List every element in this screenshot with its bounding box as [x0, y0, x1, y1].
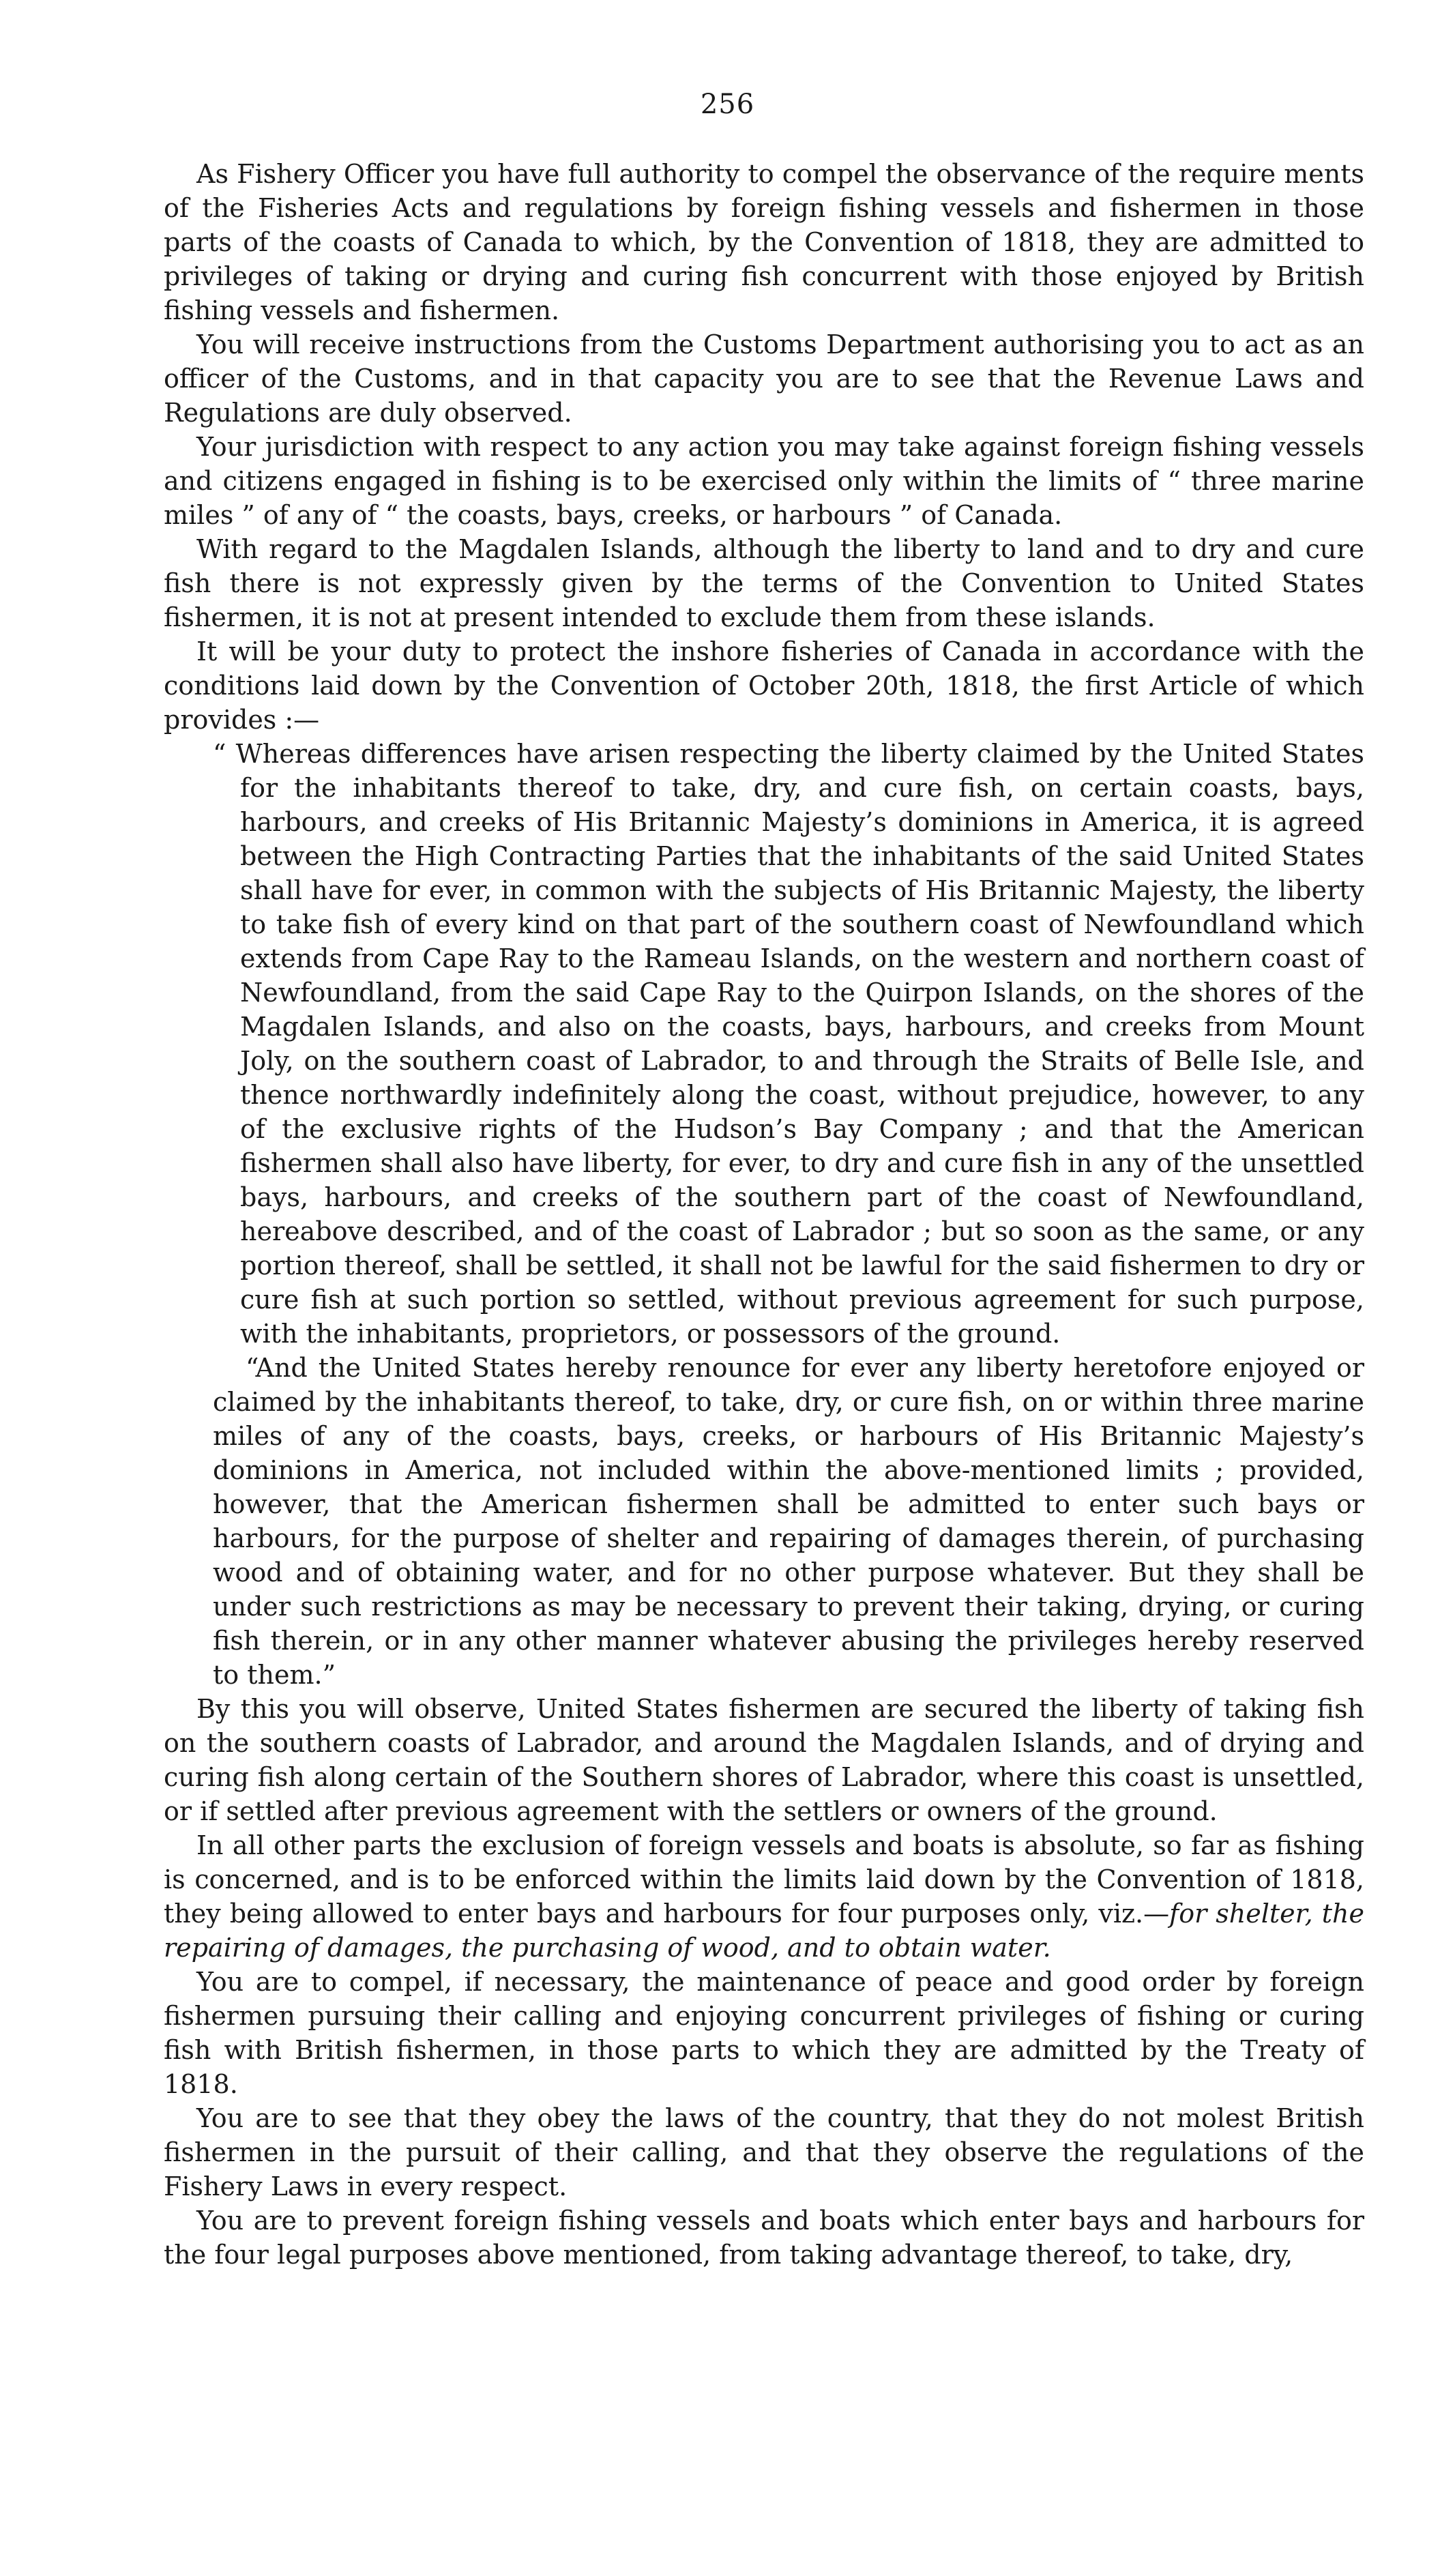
exclusion-text: In all other parts the exclusion of foreign vessels and boats is absolute, so far as fishing is concerned, and is to be enforced within the limits laid down by the Convention of 1818, they being allowed to enter bays and harbours for four purposes only, viz.— — [164, 1830, 1364, 1929]
paragraph-exclusion — [164, 1828, 1364, 1965]
page-number: 256 — [700, 89, 755, 120]
paragraph-jurisdiction: Your jurisdiction with respect to any action you may take against foreign fishing vessels and citizens engaged in fishing is to be exercised only within the limits of “ three marine miles ” of any of “ the coasts, bays, creeks, or harbours ” of Canada. — [164, 432, 1364, 530]
paragraph-authority: As Fishery Officer you have full authority to compel the observance of the require ments of the Fisheries Acts and regulations by foreign fishing vessels and fishermen in those parts of the coasts of Canada to which, by the Convention of 1818, they are admitted to privileges of taking or drying and curing fish concurrent with those enjoyed by British fishing vessels and fishermen. — [164, 159, 1364, 325]
paragraph-convention-duty: It will be your duty to protect the inshore fisheries of Canada in accordance with the conditions laid down by the Convention of October 20th, 1818, the first Article of which provides :— — [164, 636, 1364, 735]
paragraph-customs: You will receive instructions from the Customs Department authorising you to act as an officer of the Customs, and in that capacity you are to see that the Revenue Laws and Regulations are duly observed. — [164, 330, 1364, 428]
four-purposes-italic: for shelter, the repairing of damages, the purchasing of wood, and to obtain water. — [164, 1899, 1364, 1963]
quoted-article-first-part: “ Whereas differences have arisen respecting the liberty claimed by the United States for the inhabitants thereof to take, dry, and cure fish, on certain coasts, bays, harbours, and creeks of His Britannic Majesty’s dominions in America, it is agreed between the High Contracting Parties that the inhabitants of the said United States shall have for ever, in common with the subjects of His Britannic Majesty, the liberty to take fish of every kind on that part of the southern coast of Newfoundland which extends from Cape Ray to the Rameau Islands, on the western and northern coast of Newfoundland, from the said Cape Ray to the Quirpon Islands, on the shores of the Magdalen Islands, and also on the coasts, bays, harbours, and creeks from Mount Joly, on the southern coast of Labrador, to and through the Straits of Belle Isle, and thence northwardly indefinitely along the coast, without prejudice, however, to any of the exclusive rights of the Hudson’s Bay Company ; and that the American fishermen shall also have liberty, for ever, to dry and cure fish in any of the unsettled bays, harbours, and creeks of the southern part of the coast of Newfoundland, hereabove described, and of the coast of Labrador ; but so soon as the same, or any portion thereof, shall be settled, it shall not be lawful for the said fishermen to dry or cure fish at such portion so settled, without previous agreement for such purpose, with the inhabitants, proprietors, or possessors of the ground. — [213, 739, 1364, 1349]
paragraph-magdalen-islands: With regard to the Magdalen Islands, although the liberty to land and to dry and cure fish there is not expressly given by the terms of the Convention to United States fishermen, it is not at present intended to exclude them from these islands. — [164, 534, 1364, 632]
body-text — [164, 157, 1364, 2272]
paragraph-prevent-vessels: You are to prevent foreign fishing vessels and boats which enter bays and harbours for the four legal purposes above mentioned, from taking advantage thereof, to take, dry, — [164, 2206, 1364, 2270]
paragraph-obey-laws: You are to see that they obey the laws of the country, that they do not molest British fishermen in the pursuit of their calling, and that they observe the regulations of the Fishery Laws in every respect. — [164, 2103, 1364, 2201]
quoted-article-second-part: “And the United States hereby renounce for ever any liberty heretofore enjoyed or claimed by the inhabitants thereof, to take, dry, or cure fish, on or within three marine miles of any of the coasts, bays, creeks, or harbours of His Britannic Majesty’s dominions in America, not included within the above-mentioned limits ; provided, however, that the American fishermen shall be admitted to enter such bays or harbours, for the purpose of shelter and repairing of damages therein, of purchasing wood and of obtaining water, and for no other purpose whatever. But they shall be under such restrictions as may be necessary to prevent their taking, drying, or curing fish therein, or in any other manner whatever abusing the privileges hereby reserved to them.” — [213, 1353, 1364, 1690]
paragraph-peace-order: You are to compel, if necessary, the maintenance of peace and good order by foreign fishermen pursuing their calling and enjoying concurrent privileges of fishing or curing fish with British fishermen, in those parts to which they are admitted by the Treaty of 1818. — [164, 1967, 1364, 2099]
paragraph-observation: By this you will observe, United States fishermen are secured the liberty of taking fish on the southern coasts of Labrador, and around the Magdalen Islands, and of drying and curing fish along certain of the Southern shores of Labrador, where this coast is unsettled, or if settled after previous agreement with the settlers or owners of the ground. — [164, 1694, 1364, 1826]
